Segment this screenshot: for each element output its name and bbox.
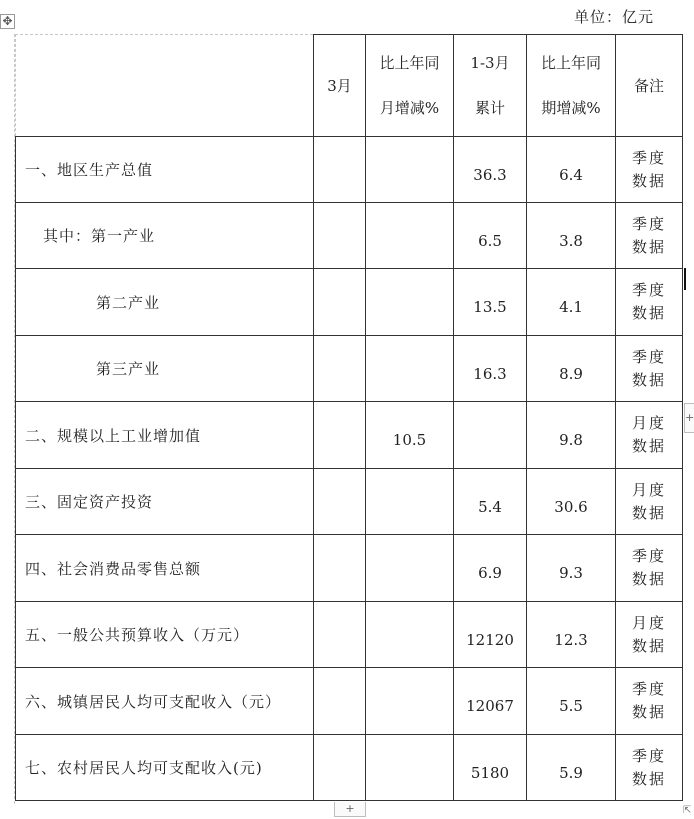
cell-month[interactable] bbox=[314, 535, 366, 602]
remark-line1: 季度 bbox=[631, 214, 666, 233]
cell-cumulative[interactable]: 36.3 bbox=[454, 137, 527, 203]
remark-line1: 季度 bbox=[631, 680, 666, 698]
table-row bbox=[16, 469, 683, 535]
row-label[interactable]: 六、城镇居民人均可支配收入（元） bbox=[16, 668, 314, 735]
remark-line2: 数据 bbox=[631, 237, 666, 256]
cell-cumulative-yoy[interactable]: 30.6 bbox=[527, 469, 616, 535]
cell-cumulative[interactable]: 13.5 bbox=[454, 269, 527, 336]
cell-remarks[interactable] bbox=[616, 668, 683, 735]
header-cumulative-line2: 累计 bbox=[474, 98, 505, 117]
cell-cumulative-yoy[interactable]: 8.9 bbox=[527, 336, 616, 402]
row-label[interactable]: 七、农村居民人均可支配收入(元) bbox=[16, 735, 314, 801]
table-row bbox=[16, 668, 683, 735]
table-row bbox=[16, 269, 683, 336]
row-label[interactable]: 三、固定资产投资 bbox=[16, 469, 314, 535]
cell-cumulative-yoy[interactable]: 9.8 bbox=[527, 402, 616, 469]
cell-remarks[interactable] bbox=[616, 735, 683, 801]
table-row bbox=[16, 203, 683, 269]
row-label[interactable]: 第三产业 bbox=[16, 336, 314, 402]
remark-line2: 数据 bbox=[631, 570, 666, 588]
cell-cumulative[interactable]: 6.5 bbox=[454, 203, 527, 269]
row-label[interactable]: 其中：第一产业 bbox=[16, 203, 314, 269]
header-cumulative-yoy[interactable] bbox=[527, 35, 616, 137]
header-blank-cell[interactable] bbox=[16, 35, 314, 137]
remark-line2: 数据 bbox=[631, 437, 666, 455]
add-column-icon[interactable]: + bbox=[684, 403, 694, 433]
cell-remarks[interactable] bbox=[616, 535, 683, 602]
cell-remarks[interactable] bbox=[616, 269, 683, 336]
cell-cumulative[interactable]: 5.4 bbox=[454, 469, 527, 535]
header-cumulative-yoy-line2: 期增减% bbox=[541, 98, 601, 117]
cell-cumulative[interactable]: 12067 bbox=[454, 668, 527, 735]
cell-remarks[interactable] bbox=[616, 402, 683, 469]
cell-remarks[interactable] bbox=[616, 469, 683, 535]
cell-cumulative-yoy[interactable]: 9.3 bbox=[527, 535, 616, 602]
cell-month-yoy[interactable] bbox=[366, 469, 454, 535]
text-cursor-icon bbox=[684, 268, 686, 290]
header-month[interactable]: 3月 bbox=[314, 35, 366, 137]
cell-month[interactable] bbox=[314, 269, 366, 336]
cell-month[interactable] bbox=[314, 402, 366, 469]
header-cumulative[interactable] bbox=[454, 35, 527, 137]
cell-month-yoy[interactable] bbox=[366, 137, 454, 203]
remark-line1: 月度 bbox=[631, 613, 666, 632]
cell-cumulative-yoy[interactable]: 4.1 bbox=[527, 269, 616, 336]
table-row bbox=[16, 336, 683, 402]
cell-cumulative-yoy[interactable]: 6.4 bbox=[527, 137, 616, 203]
remark-line1: 季度 bbox=[631, 281, 666, 299]
remark-line2: 数据 bbox=[631, 769, 666, 788]
cell-month-yoy[interactable] bbox=[366, 203, 454, 269]
header-month-yoy-line2: 月增减% bbox=[379, 98, 440, 117]
cell-month[interactable] bbox=[314, 602, 366, 668]
remark-line2: 数据 bbox=[631, 636, 666, 655]
header-cumulative-line1: 1-3月 bbox=[470, 53, 510, 72]
cell-month-yoy[interactable]: 10.5 bbox=[366, 402, 454, 469]
unit-label: 单位：亿元 bbox=[574, 8, 655, 26]
cell-cumulative[interactable]: 12120 bbox=[454, 602, 527, 668]
cell-month-yoy[interactable] bbox=[366, 735, 454, 801]
row-label[interactable]: 二、规模以上工业增加值 bbox=[16, 402, 314, 469]
cell-cumulative-yoy[interactable]: 3.8 bbox=[527, 203, 616, 269]
cell-cumulative[interactable] bbox=[454, 402, 527, 469]
table-move-handle-icon[interactable]: ✥ bbox=[0, 14, 15, 29]
remark-line1: 季度 bbox=[631, 746, 666, 765]
row-label[interactable]: 第二产业 bbox=[16, 269, 314, 336]
cell-month-yoy[interactable] bbox=[366, 602, 454, 668]
table-resize-icon[interactable]: ⇱ bbox=[683, 805, 692, 816]
cell-cumulative-yoy[interactable]: 12.3 bbox=[527, 602, 616, 668]
cell-remarks[interactable] bbox=[616, 602, 683, 668]
cell-month-yoy[interactable] bbox=[366, 269, 454, 336]
cell-cumulative[interactable]: 5180 bbox=[454, 735, 527, 801]
remark-line2: 数据 bbox=[631, 171, 666, 190]
cell-month-yoy[interactable] bbox=[366, 668, 454, 735]
cell-month[interactable] bbox=[314, 203, 366, 269]
cell-month-yoy[interactable] bbox=[366, 535, 454, 602]
table-row bbox=[16, 602, 683, 668]
table-row bbox=[16, 735, 683, 801]
cell-month-yoy[interactable] bbox=[366, 336, 454, 402]
remark-line1: 季度 bbox=[631, 547, 666, 565]
remark-line1: 月度 bbox=[631, 414, 666, 432]
cell-cumulative[interactable]: 6.9 bbox=[454, 535, 527, 602]
cell-cumulative-yoy[interactable]: 5.5 bbox=[527, 668, 616, 735]
cell-month[interactable] bbox=[314, 336, 366, 402]
header-month-yoy[interactable] bbox=[366, 35, 454, 137]
cell-remarks[interactable] bbox=[616, 203, 683, 269]
add-row-icon[interactable]: + bbox=[334, 802, 366, 817]
header-remarks[interactable]: 备注 bbox=[616, 35, 683, 137]
header-cumulative-yoy-line1: 比上年同 bbox=[540, 53, 601, 72]
cell-remarks[interactable] bbox=[616, 137, 683, 203]
table-row bbox=[16, 137, 683, 203]
table-row bbox=[16, 402, 683, 469]
cell-month[interactable] bbox=[314, 469, 366, 535]
remark-line1: 季度 bbox=[631, 347, 666, 366]
remark-line2: 数据 bbox=[631, 503, 666, 522]
cell-month[interactable] bbox=[314, 668, 366, 735]
cell-month[interactable] bbox=[314, 137, 366, 203]
row-label[interactable]: 五、一般公共预算收入（万元） bbox=[16, 602, 314, 668]
row-label[interactable]: 一、地区生产总值 bbox=[16, 137, 314, 203]
table-row bbox=[16, 535, 683, 602]
remark-line2: 数据 bbox=[631, 703, 666, 721]
remark-line1: 季度 bbox=[631, 148, 666, 167]
table-header-row bbox=[16, 35, 683, 137]
cell-cumulative[interactable]: 16.3 bbox=[454, 336, 527, 402]
remark-line2: 数据 bbox=[631, 370, 666, 389]
row-label[interactable]: 四、社会消费品零售总额 bbox=[16, 535, 314, 602]
cell-cumulative-yoy[interactable]: 5.9 bbox=[527, 735, 616, 801]
remark-line1: 月度 bbox=[631, 480, 666, 499]
cell-remarks[interactable] bbox=[616, 336, 683, 402]
header-month-yoy-line1: 比上年同 bbox=[379, 53, 440, 72]
cell-month[interactable] bbox=[314, 735, 366, 801]
remark-line2: 数据 bbox=[631, 304, 666, 322]
statistics-table bbox=[15, 34, 683, 801]
